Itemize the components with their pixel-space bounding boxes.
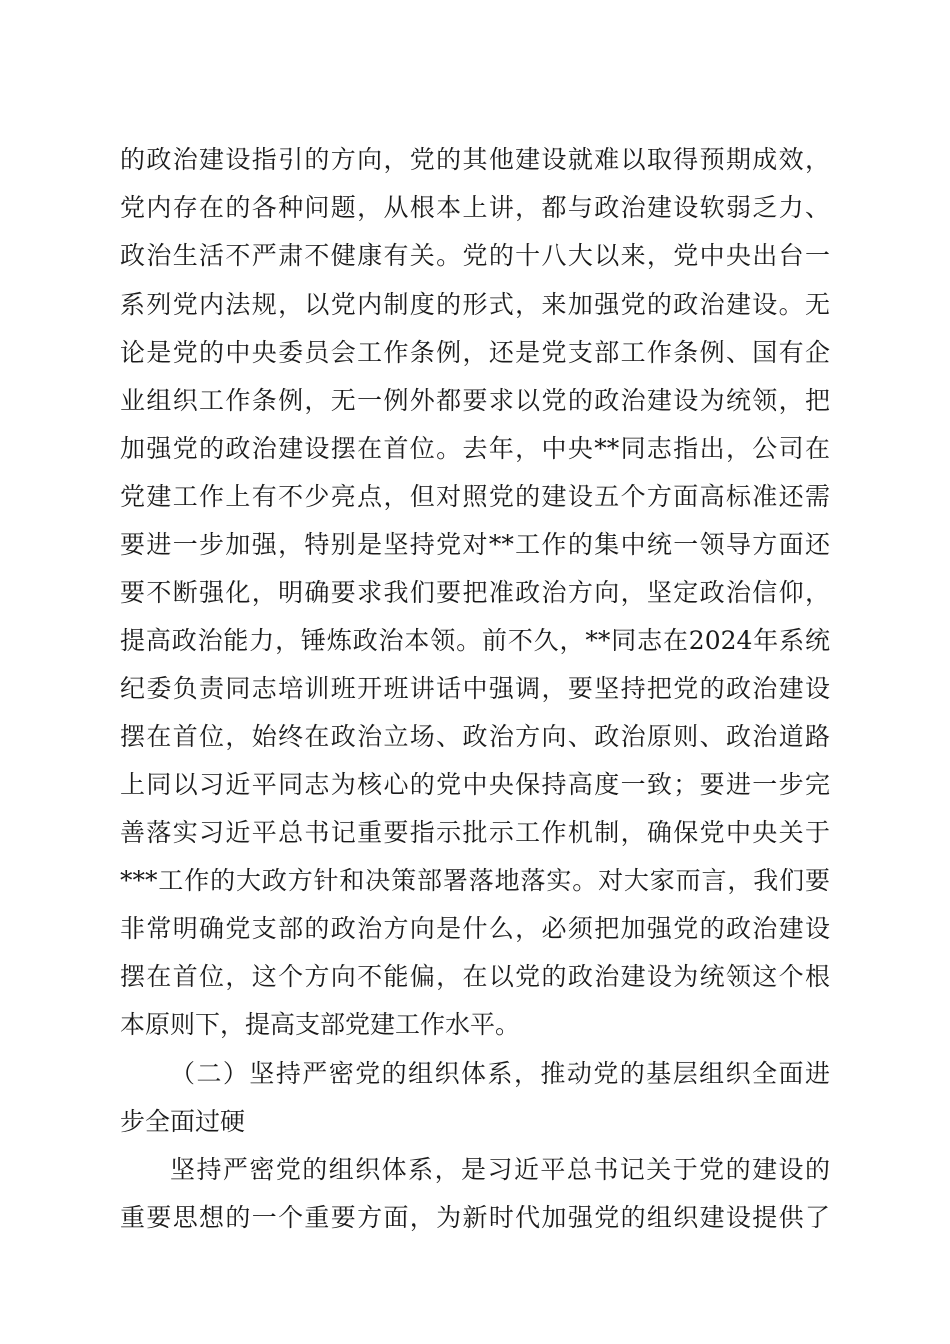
body-text-line: 系列党内法规，以党内制度的形式，来加强党的政治建设。无	[120, 290, 830, 319]
body-text-line: 坚持严密党的组织体系，是习近平总书记关于党的建设的	[170, 1155, 830, 1184]
body-text-line: 摆在首位，始终在政治立场、政治方向、政治原则、政治道路	[120, 722, 830, 751]
body-text-line: 的政治建设指引的方向，党的其他建设就难以取得预期成效，	[120, 145, 830, 174]
body-text-line: 善落实习近平总书记重要指示批示工作机制，确保党中央关于	[120, 818, 830, 847]
body-text-line: 非常明确党支部的政治方向是什么，必须把加强党的政治建设	[120, 914, 830, 943]
section-heading-line: 步全面过硬	[120, 1107, 246, 1136]
body-text-line: 上同以习近平同志为核心的党中央保持高度一致；要进一步完	[120, 770, 830, 799]
body-text-line: 要不断强化，明确要求我们要把准政治方向，坚定政治信仰，	[120, 578, 830, 607]
body-text-line: 纪委负责同志培训班开班讲话中强调，要坚持把党的政治建设	[120, 674, 830, 703]
body-text-line: 重要思想的一个重要方面，为新时代加强党的组织建设提供了	[120, 1203, 830, 1232]
body-text-line: 党内存在的各种问题，从根本上讲，都与政治建设软弱乏力、	[120, 193, 830, 222]
body-text-line: 本原则下，提高支部党建工作水平。	[120, 1010, 521, 1039]
body-text-line: 摆在首位，这个方向不能偏，在以党的政治建设为统领这个根	[120, 962, 830, 991]
body-text-line: 加强党的政治建设摆在首位。去年，中央**同志指出，公司在	[120, 434, 830, 463]
body-text-line: 提高政治能力，锤炼政治本领。前不久，**同志在2024年系统	[120, 626, 830, 655]
body-text-line: ***工作的大政方针和决策部署落地落实。对大家而言，我们要	[120, 866, 830, 895]
body-text-line: 要进一步加强，特别是坚持党对**工作的集中统一领导方面还	[120, 530, 830, 559]
body-text-line: 业组织工作条例，无一例外都要求以党的政治建设为统领，把	[120, 386, 830, 415]
section-heading-line: （二）坚持严密党的组织体系，推动党的基层组织全面进	[170, 1059, 830, 1088]
body-text-line: 政治生活不严肃不健康有关。党的十八大以来，党中央出台一	[120, 241, 830, 270]
body-text-line: 党建工作上有不少亮点，但对照党的建设五个方面高标准还需	[120, 482, 830, 511]
body-text-line: 论是党的中央委员会工作条例，还是党支部工作条例、国有企	[120, 338, 830, 367]
